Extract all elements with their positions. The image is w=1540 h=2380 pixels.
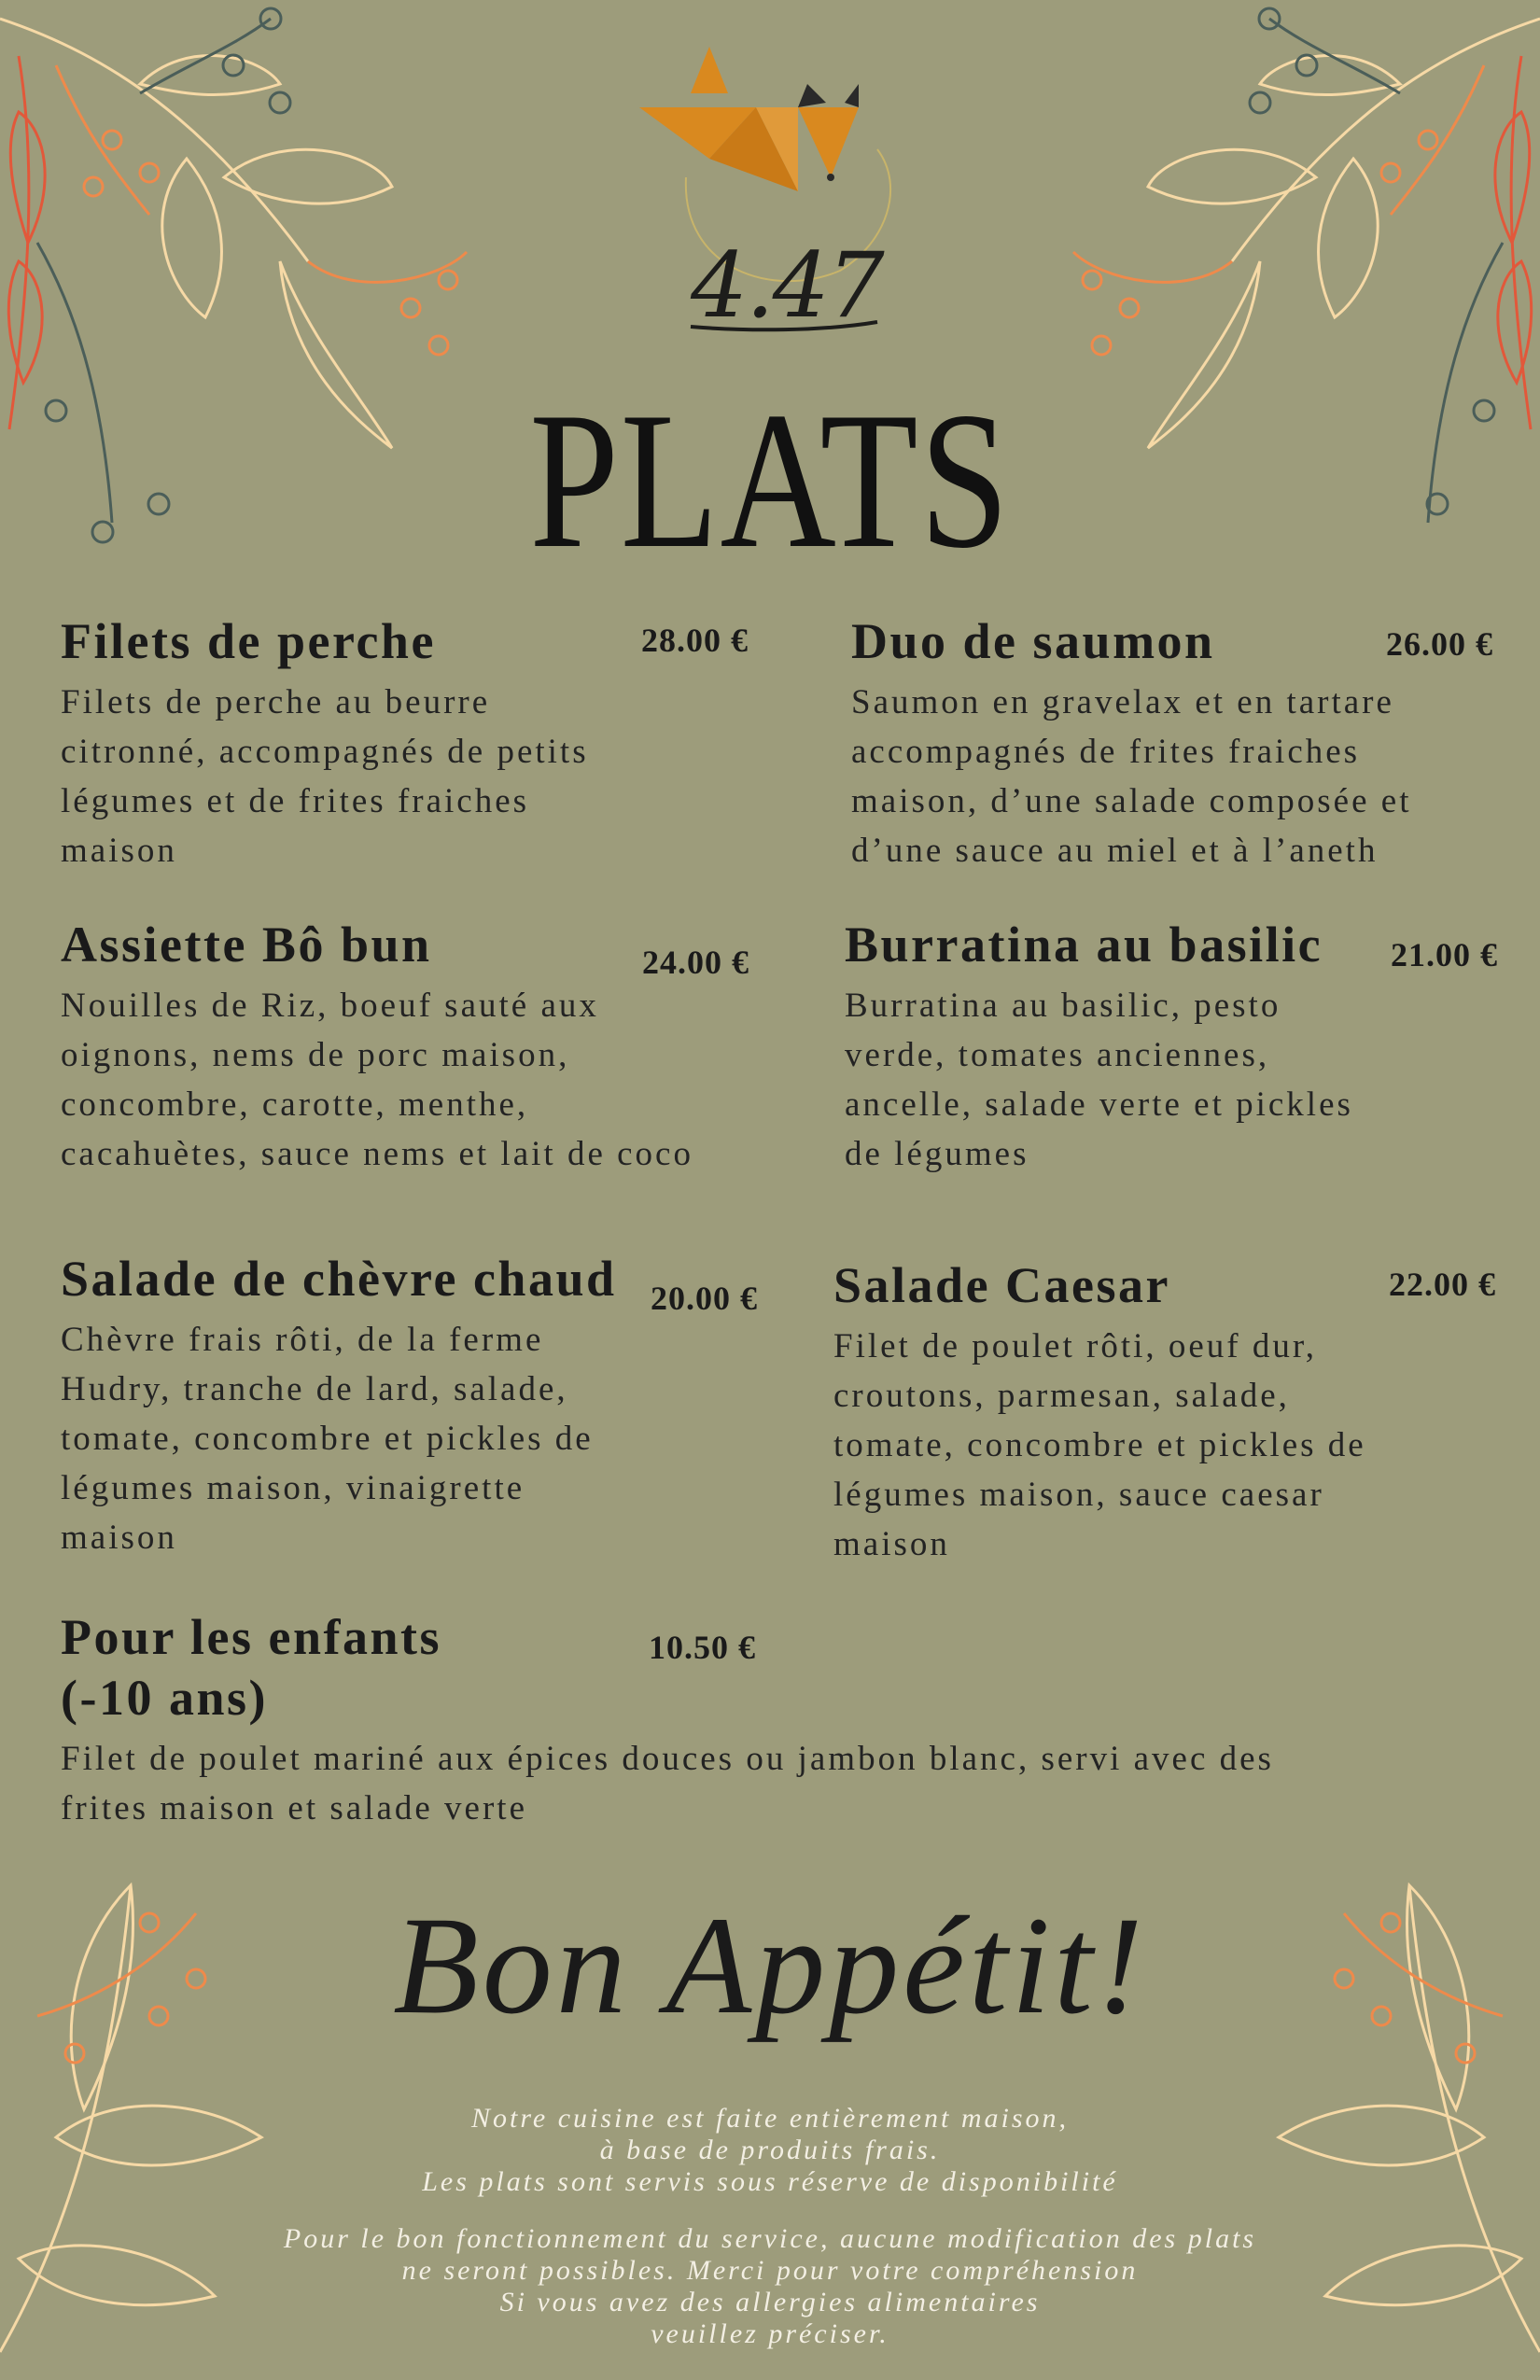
- dish-name: Assiette Bô bun: [61, 917, 432, 973]
- dish-filets-de-perche: [61, 611, 807, 875]
- dish-assiette-bo-bun: [61, 915, 826, 1179]
- dish-price: 20.00 €: [651, 1280, 758, 1317]
- dish-description: Filets de perche au beurre citronné, accompagnés de petits légumes et de frites fraiches maison: [61, 682, 589, 870]
- dish-burratina-au-basilic: [845, 915, 1526, 1179]
- dish-pour-les-enfants: [61, 1607, 1461, 1833]
- dish-description: Nouilles de Riz, boeuf sauté aux oignons, nems de porc maison, concombre, carotte, menthe, cacahuètes, sauce nems et lait de coco: [61, 986, 693, 1173]
- dish-price: 26.00 €: [1386, 625, 1493, 663]
- page-title: PLATS: [529, 372, 1011, 589]
- dish-description: Burratina au basilic, pesto verde, tomates anciennes, ancelle, salade verte et pickles de légumes: [845, 986, 1353, 1173]
- bon-appetit-heading: Bon Appétit!: [393, 1888, 1147, 2043]
- dish-name: Burratina au basilic: [845, 917, 1323, 973]
- dish-name: Duo de saumon: [851, 613, 1215, 669]
- dish-description: Chèvre frais rôti, de la ferme Hudry, tranche de lard, salade, tomate, concombre et pickles de légumes maison, vinaigrette maison: [61, 1320, 594, 1557]
- dish-description: Filet de poulet rôti, oeuf dur, croutons, parmesan, salade, tomate, concombre et pickles de légumes maison, sauce caesar maison: [833, 1326, 1366, 1563]
- dish-description: Filet de poulet mariné aux épices douces ou jambon blanc, servi avec des frites maison et salade verte: [61, 1739, 1274, 1827]
- dish-price: 24.00 €: [642, 944, 749, 981]
- logo-text: 4.47: [691, 233, 883, 338]
- dish-price: 22.00 €: [1389, 1266, 1496, 1303]
- dish-salade-caesar: [833, 1255, 1524, 1569]
- dish-name: Pour les enfants (-10 ans): [61, 1609, 442, 1726]
- dish-price: 10.50 €: [649, 1629, 756, 1666]
- dish-price: 28.00 €: [641, 622, 749, 659]
- dish-duo-de-saumon: [851, 611, 1523, 875]
- dish-name: Salade de chèvre chaud: [61, 1251, 617, 1307]
- dish-description: Saumon en gravelax et en tartare accompagnés de frites fraiches maison, d’une salade composée et d’une sauce au miel et à l’aneth: [851, 682, 1412, 870]
- restaurant-logo: [607, 19, 924, 355]
- dish-price: 21.00 €: [1391, 936, 1498, 973]
- dish-name: Filets de perche: [61, 613, 436, 669]
- footer-notice-1: Notre cuisine est faite entièrement maison, à base de produits frais. Les plats sont servis sous réserve de disponibilité: [422, 2103, 1118, 2197]
- dish-salade-de-chevre-chaud: [61, 1249, 826, 1562]
- dish-name: Salade Caesar: [833, 1257, 1170, 1313]
- footer-notice-2: Pour le bon fonctionnement du service, aucune modification des plats ne seront possibles. Merci pour votre compréhension Si vous avez des allergies alimentaires veuillez préciser.: [283, 2223, 1257, 2349]
